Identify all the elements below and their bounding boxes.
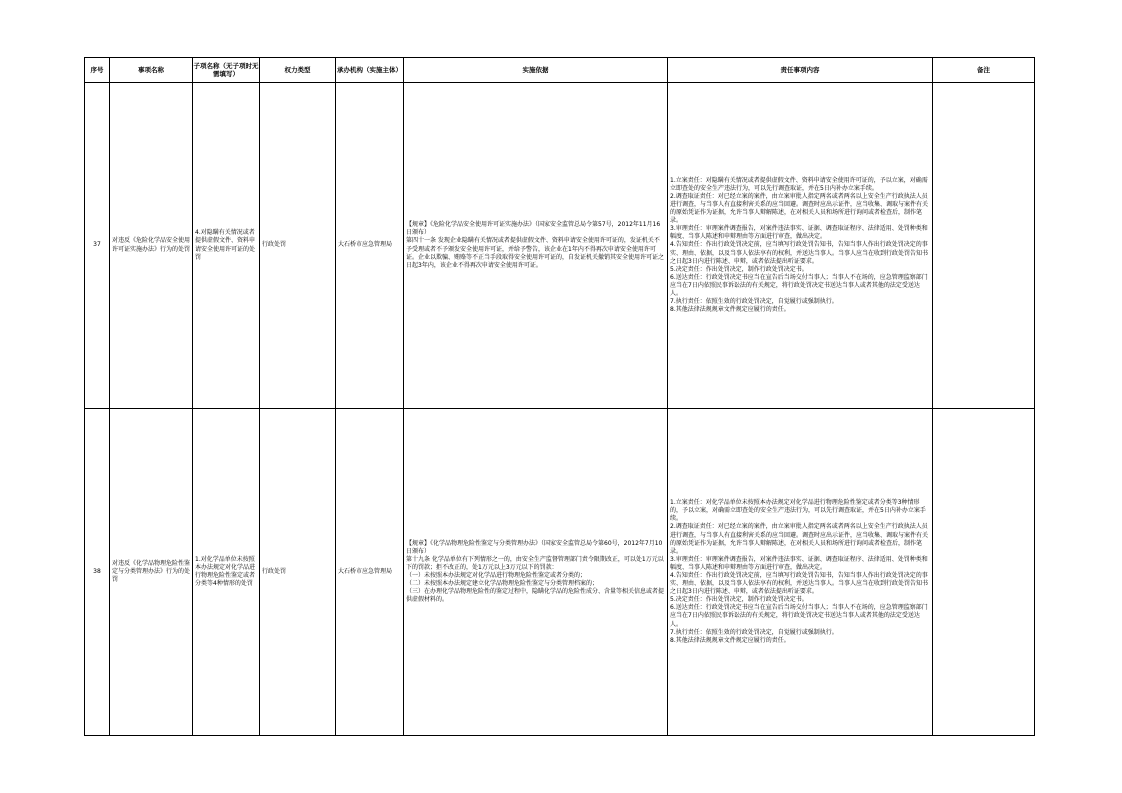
cell-power-type xyxy=(260,409,336,736)
agency-text: 大石桥市应急管理局 xyxy=(338,567,393,575)
header-basis: 实施依据 xyxy=(404,58,668,83)
cell-responsibility xyxy=(668,409,933,736)
cell-sub-item xyxy=(193,409,260,736)
cell-agency xyxy=(336,83,404,409)
power-type-text: 行政处罚 xyxy=(262,567,287,575)
seq-text: 38 xyxy=(93,567,101,575)
cell-item-name xyxy=(110,83,193,409)
cell-power-type xyxy=(260,83,336,409)
cell-remarks xyxy=(933,83,1035,409)
item-name-text: 对违反《化学品物理危险性鉴定与分类管理办法》行为的处罚 xyxy=(112,559,191,584)
cell-sub-item xyxy=(193,83,260,409)
cell-responsibility xyxy=(668,83,933,409)
power-type-text: 行政处罚 xyxy=(262,241,287,249)
header-responsibility: 责任事项内容 xyxy=(668,58,933,83)
header-agency: 承办机构（实施主体） xyxy=(336,58,404,83)
power-list-table xyxy=(84,57,1035,736)
sub-item-text: 1.对化学品单位未按照本办法规定对化学品进行物理危险性鉴定或者分类等4种情形的处罚 xyxy=(195,555,256,588)
cell-basis xyxy=(404,409,668,736)
header-seq: 序号 xyxy=(85,58,110,83)
agency-text: 大石桥市应急管理局 xyxy=(338,241,393,249)
header-remarks: 备注 xyxy=(933,58,1035,83)
header-item-name: 事项名称 xyxy=(110,58,193,83)
basis-text: 【规章】《危险化学品安全使用许可证实施办法》（国家安全监管总局令第57号，2012年11月16日颁布） 第四十一条 发现企业隐瞒有关情况或者提供虚假文件、资料申请安全使用许可证的，发证机关不予受理或者不予颁发安全使用许可证，并给予警告，该企业在1年内不得再次申请安全使用许可证。企业以欺骗、贿赂等不正当手段取得安全使用许可证的，自发证机关撤销其安全使用许可证之日起3年内，该企业不得再次申请安全使用许可证。 xyxy=(406,221,665,269)
basis-text: 【规章】《化学品物理危险性鉴定与分类管理办法》（国家安全监管总局令第60号，2012年7月10日颁布） 第十九条 化学品单位有下列情形之一的，由安全生产监督管理部门责令限期改正，可以处1万元以下的罚款；拒不改正的，处1万元以上3万元以下的罚款： （一）未按照本办法规定对化学品进行物理危险性鉴定或者分类的； （二）未按照本办法规定建立化学品物理危险性鉴定与分类管理档案的； （三）在办理化学品物理危险性的鉴定过程中，隐瞒化学品的危险性成分、含量等相关信息或者提供虚假材料的。 xyxy=(406,539,665,604)
cell-remarks xyxy=(933,409,1035,736)
cell-basis xyxy=(404,83,668,409)
header-sub-item: 子项名称（无子项时无需填写） xyxy=(193,58,260,83)
table-row xyxy=(85,83,1035,409)
cell-seq xyxy=(85,83,110,409)
seq-text: 37 xyxy=(93,241,101,249)
responsibility-text: 1.立案责任：对化学品单位未按照本办法规定对化学品进行物理危险性鉴定或者分类等3种情形的，予以立案，对确需立即查处的安全生产违法行为，可以先行调查取证，并在5日内补办立案手续。 2.调查取证责任：对已经立案的案件，由立案审批人指定两名或者两名以上安全生产行政执法人员进行调查，与当事人有直接利害关系的应当回避。调查时应出示证件，应当收集、调取与案件有关的原始凭证作为证据，允许当事人辩解陈述，在对相关人员和场所进行询问或者检查后，制作笔录。 3.审理责任：审理案件调查报告，对案件违法事实、证据、调查取证程序、法律适用、处罚种类和幅度、当事人陈述和申辩理由等方面进行审查，做出决定。 4.告知责任：作出行政处罚决定前，应当填写行政处罚告知书，告知当事人作出行政处罚决定的事实、理由、依据，以及当事人依法享有的权利，并送达当事人。当事人应当在收到行政处罚告知书之日起3日内进行陈述、申辩，或者依法提出听证要求。 5.决定责任：作出处罚决定，制作行政处罚决定书。 6.送达责任：行政处罚决定书应当在宣告后当场交付当事人；当事人不在场的，应急管理监察部门应当在7日内依照民事诉讼法的有关规定，将行政处罚决定书送达当事人或者其他的法定受送达人。 7.执行责任：依照生效的行政处罚决定，自觉履行或强制执行。 8.其他法律法规规章文件规定应履行的责任。 xyxy=(670,499,929,644)
cell-seq xyxy=(85,409,110,736)
table-header-row xyxy=(85,58,1035,83)
responsibility-text: 1.立案责任：对隐瞒有关情况或者提供虚假文件、资料申请安全使用许可证的，予以立案，对确需立即查处的安全生产违法行为，可以先行调查取证，并在5日内补办立案手续。 2.调查取证责任：对已经立案的案件，由立案审批人指定两名或者两名以上安全生产行政执法人员进行调查，与当事人有直接利害关系的应当回避。调查时应出示证件，应当收集、调取与案件有关的原始凭证作为证据，允许当事人辩解陈述，在对相关人员和场所进行询问或者检查后，制作笔录。 3.审理责任：审理案件调查报告，对案件违法事实、证据、调查取证程序、法律适用、处罚种类和幅度、当事人陈述和申辩理由等方面进行审查，做出决定。 4.告知责任：作出行政处罚决定前，应当填写行政处罚告知书，告知当事人作出行政处罚决定的事实、理由、依据，以及当事人依法享有的权利，并送达当事人。当事人应当在收到行政处罚告知书之日起3日内进行陈述、申辩，或者依法提出听证要求。 5.决定责任：作出处罚决定，制作行政处罚决定书。 6.送达责任：行政处罚决定书应当在宣告后当场交付当事人；当事人不在场的，应急管理监察部门应当在7日内依照民事诉讼法的有关规定，将行政处罚决定书送达当事人或者其他的法定受送达人。 7.执行责任：依照生效的行政处罚决定，自觉履行或强制执行。 8.其他法律法规规章文件规定应履行的责任。 xyxy=(670,176,929,314)
cell-agency xyxy=(336,409,404,736)
header-power-type: 权力类型 xyxy=(260,58,336,83)
table-row xyxy=(85,409,1035,736)
item-name-text: 对违反《危险化学品安全使用许可证实施办法》行为的处罚 xyxy=(112,237,191,253)
sub-item-text: 4.对隐瞒有关情况或者提供虚假文件、资料申请安全使用许可证的处罚 xyxy=(195,229,256,261)
cell-item-name xyxy=(110,409,193,736)
